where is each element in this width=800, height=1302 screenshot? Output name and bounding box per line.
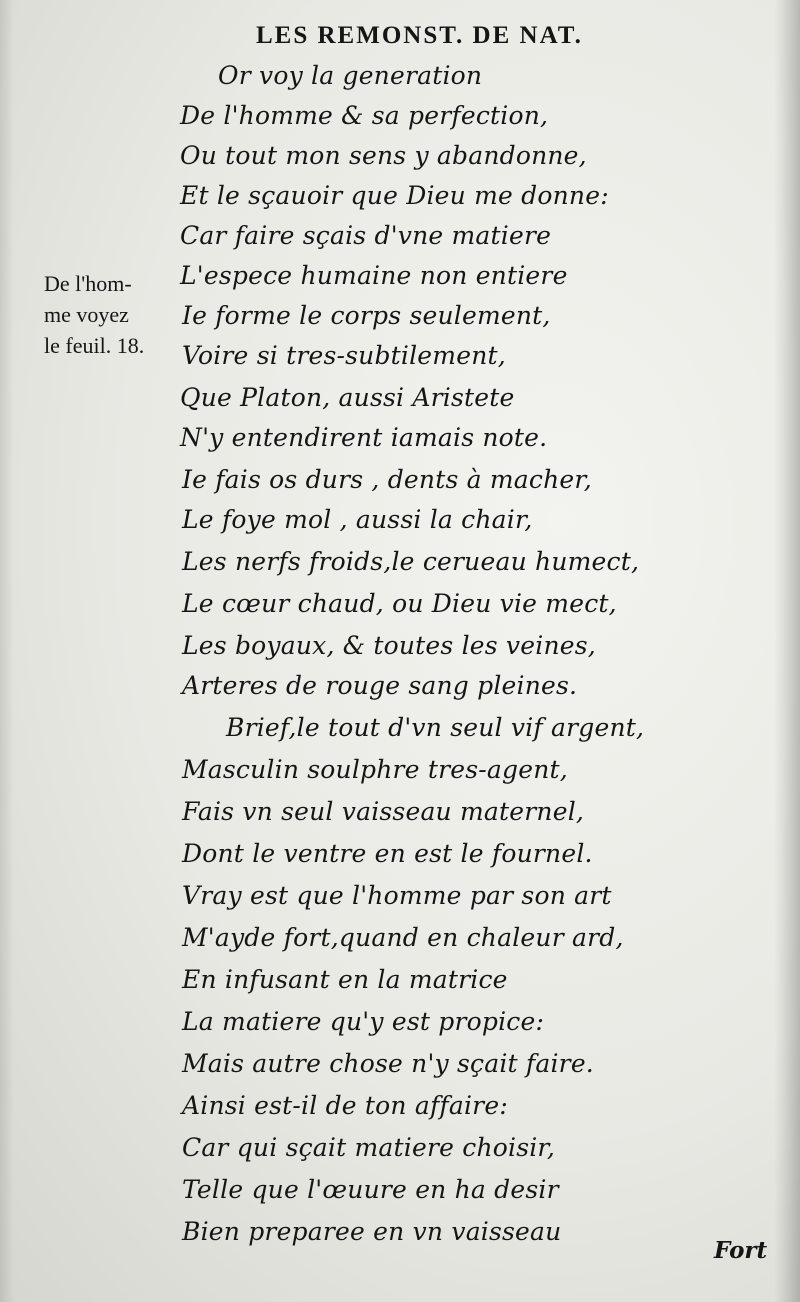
verse-line: Bien preparee en vn vaisseau <box>182 1217 562 1246</box>
verse-line: Le foye mol , aussi la chair, <box>182 505 533 534</box>
verse-line: L'espece humaine non entiere <box>180 261 568 290</box>
verse-line: Telle que l'œuure en ha desir <box>182 1175 559 1204</box>
verse-line: Ou tout mon sens y abandonne, <box>180 141 587 170</box>
verse-line: N'y entendirent iamais note. <box>180 423 548 452</box>
verse-line: Et le sçauoir que Dieu me donne: <box>180 181 609 210</box>
verse-line: Que Platon, aussi Aristete <box>180 383 515 412</box>
verse-line: Le cœur chaud, ou Dieu vie mect, <box>182 589 617 618</box>
verse-line: Arteres de rouge sang pleines. <box>182 671 578 700</box>
verse-line: Les nerfs froids,le cerueau humect, <box>182 547 640 576</box>
catchword: Fort <box>714 1237 768 1264</box>
margin-note-line: De l'hom- <box>44 271 132 296</box>
verse-line: M'ayde fort,quand en chaleur ard, <box>182 923 624 952</box>
verse-line: Ainsi est-il de ton affaire: <box>182 1091 508 1120</box>
verse-line: Fais vn seul vaisseau maternel, <box>182 797 585 826</box>
verse-line: Brief,le tout d'vn seul vif argent, <box>226 713 645 742</box>
margin-note <box>44 268 184 361</box>
page-edge-shadow <box>774 0 800 1302</box>
margin-note-line: le feuil. 18. <box>44 333 145 358</box>
verse-line: Car qui sçait matiere choisir, <box>182 1133 555 1162</box>
verse-line: Ie forme le corps seulement, <box>182 301 551 330</box>
verse-line: Mais autre chose n'y sçait faire. <box>182 1049 594 1078</box>
verse-line: Masculin soulphre tres-agent, <box>182 755 568 784</box>
verse-line: Les boyaux, & toutes les veines, <box>182 631 596 660</box>
running-head: LES REMONST. DE NAT. <box>256 22 583 49</box>
verse-line: Ie fais os durs , dents à macher, <box>182 465 592 494</box>
verse-line: Dont le ventre en est le fournel. <box>182 839 593 868</box>
verse-line: De l'homme & sa perfection, <box>180 101 549 130</box>
margin-note-line: me voyez <box>44 302 129 327</box>
verse-line: En infusant en la matrice <box>182 965 508 994</box>
verse-line: Car faire sçais d'vne matiere <box>180 221 552 250</box>
verse-line: Voire si tres-subtilement, <box>182 341 506 370</box>
gutter-shadow <box>0 0 14 1302</box>
verse-line: Vray est que l'homme par son art <box>182 881 612 910</box>
verse-line: La matiere qu'y est propice: <box>182 1007 545 1036</box>
verse-line: Or voy la generation <box>218 61 483 90</box>
